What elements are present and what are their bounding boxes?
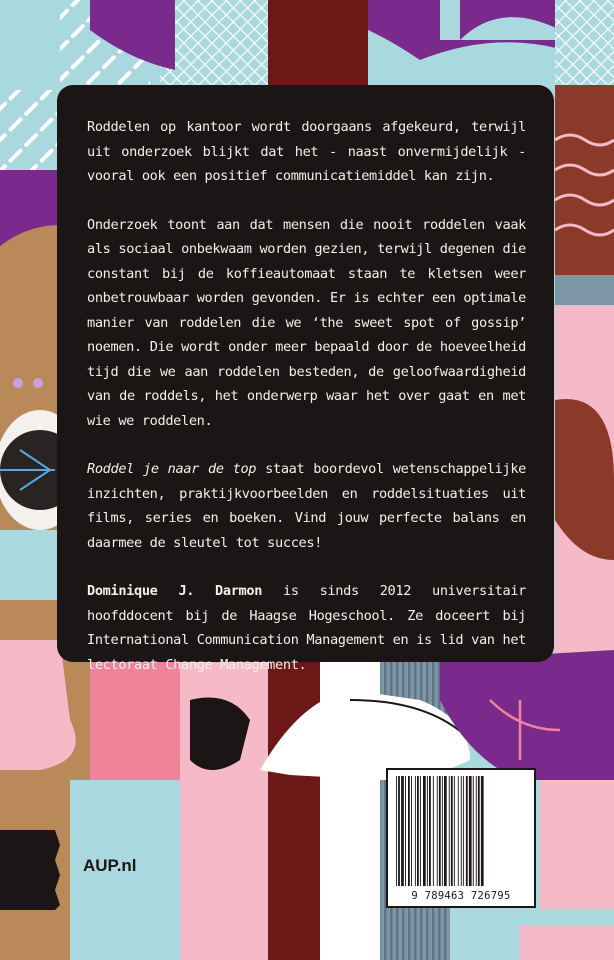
book-paragraph	[87, 457, 526, 555]
barcode-bar	[437, 776, 438, 886]
barcode-bar	[449, 776, 450, 886]
barcode-bar	[396, 776, 397, 886]
barcode-bar	[451, 776, 453, 886]
isbn-number: 9 789463 726795	[411, 890, 511, 902]
barcode-bar	[439, 776, 441, 886]
barcode-bar	[469, 776, 472, 886]
book-title: Roddel je naar de top	[87, 461, 257, 477]
barcode-bar	[454, 776, 455, 886]
barcode-bar	[405, 776, 406, 886]
barcode-bar	[427, 776, 428, 886]
barcode-bar	[481, 776, 484, 886]
book-paragraph-text: staat boordevol wetenschappelijke inzichten, praktijkvoorbeelden en roddelsituaties uit films, series en boeken. Vind jouw perfecte balans en daarmee de sleutel tot succes!	[87, 461, 526, 551]
barcode-bars	[394, 776, 530, 886]
barcode-bar	[429, 776, 431, 886]
barcode-bar	[433, 776, 434, 886]
barcode-bar	[420, 776, 421, 886]
barcode-bar	[401, 776, 404, 886]
barcode-bar	[476, 776, 477, 886]
barcode-bar	[444, 776, 447, 886]
barcode-bar	[461, 776, 462, 886]
description-panel	[57, 85, 554, 673]
research-paragraph: Onderzoek toont aan dat mensen die nooit roddelen vaak als sociaal onbekwaam worden gezien, terwijl degenen die constant bij de koffieautomaat staan te kletsen weer onbetrouwbaar worden gevonden. Er is echter een optimale manier van roddelen die we ‘the sweet spot of gossip’ noemen. Die wordt onder meer bepaald door de hoeveelheid tijd die we aan roddelen besteden, de geloofwaardigheid van de roddels, het onderwerp waar het over gaat en met wie we roddelen.	[87, 216, 526, 429]
publisher-logo: AUP.nl	[83, 856, 137, 875]
barcode-bar	[411, 776, 412, 886]
barcode-bar	[463, 776, 464, 886]
barcode-bar	[408, 776, 410, 886]
author-paragraph	[87, 579, 526, 677]
barcode-bar	[473, 776, 474, 886]
barcode-bar	[423, 776, 426, 886]
barcode-bar	[458, 776, 459, 886]
barcode-bar	[442, 776, 443, 886]
barcode-bar	[415, 776, 416, 886]
author-name: Dominique J. Darmon	[87, 583, 263, 599]
barcode-bar	[417, 776, 419, 886]
barcode-bar	[478, 776, 480, 886]
intro-paragraph: Roddelen op kantoor wordt doorgaans afgekeurd, terwijl uit onderzoek blijkt dat het - naast onvermijdelijk - vooral ook een positief communicatiemiddel kan zijn.	[87, 119, 526, 184]
barcode-bar	[398, 776, 400, 886]
isbn-barcode	[386, 768, 536, 908]
barcode-bar	[466, 776, 468, 886]
author-bio: is sinds 2012 universitair hoofddocent bij de Haagse Hogeschool. Ze doceert bij International Communication Management en is lid van het lectoraat Change Management.	[87, 583, 526, 673]
